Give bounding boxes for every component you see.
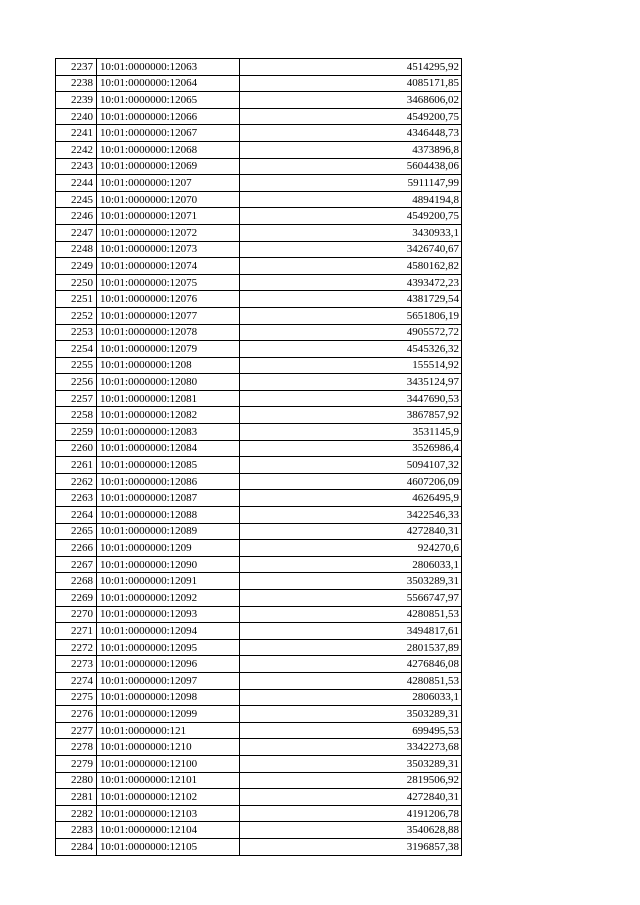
value-cell: 5604438,06 (240, 158, 462, 175)
cadastral-number-cell: 10:01:0000000:121 (97, 722, 240, 739)
row-number-cell: 2264 (56, 507, 97, 524)
row-number-cell: 2281 (56, 789, 97, 806)
value-cell: 4381729,54 (240, 291, 462, 308)
value-cell: 3426740,67 (240, 241, 462, 258)
row-number-cell: 2259 (56, 424, 97, 441)
table-row (56, 92, 462, 109)
value-cell: 3531145,9 (240, 424, 462, 441)
value-cell: 4280851,53 (240, 672, 462, 689)
table-row (56, 689, 462, 706)
row-number-cell: 2275 (56, 689, 97, 706)
table-row (56, 556, 462, 573)
table-row (56, 274, 462, 291)
cadastral-table (55, 58, 462, 856)
value-cell: 4545326,32 (240, 341, 462, 358)
table-row (56, 722, 462, 739)
row-number-cell: 2277 (56, 722, 97, 739)
value-cell: 3503289,31 (240, 706, 462, 723)
table-row (56, 424, 462, 441)
value-cell: 3435124,97 (240, 374, 462, 391)
row-number-cell: 2284 (56, 838, 97, 855)
cadastral-number-cell: 10:01:0000000:12082 (97, 407, 240, 424)
table-row (56, 158, 462, 175)
cadastral-number-cell: 10:01:0000000:12074 (97, 258, 240, 275)
cadastral-number-cell: 10:01:0000000:12087 (97, 490, 240, 507)
table-row (56, 457, 462, 474)
cadastral-number-cell: 10:01:0000000:12078 (97, 324, 240, 341)
row-number-cell: 2283 (56, 822, 97, 839)
table-row (56, 208, 462, 225)
value-cell: 5094107,32 (240, 457, 462, 474)
value-cell: 3196857,38 (240, 838, 462, 855)
row-number-cell: 2241 (56, 125, 97, 142)
value-cell: 2801537,89 (240, 639, 462, 656)
table-row (56, 623, 462, 640)
cadastral-number-cell: 10:01:0000000:12093 (97, 606, 240, 623)
value-cell: 155514,92 (240, 357, 462, 374)
cadastral-number-cell: 10:01:0000000:12100 (97, 755, 240, 772)
cadastral-number-cell: 10:01:0000000:12104 (97, 822, 240, 839)
table-row (56, 772, 462, 789)
cadastral-number-cell: 10:01:0000000:12070 (97, 191, 240, 208)
row-number-cell: 2278 (56, 739, 97, 756)
value-cell: 4280851,53 (240, 606, 462, 623)
table-row (56, 789, 462, 806)
cadastral-number-cell: 10:01:0000000:12085 (97, 457, 240, 474)
row-number-cell: 2257 (56, 390, 97, 407)
table-row (56, 739, 462, 756)
row-number-cell: 2245 (56, 191, 97, 208)
table-row (56, 656, 462, 673)
row-number-cell: 2237 (56, 59, 97, 76)
value-cell: 4346448,73 (240, 125, 462, 142)
cadastral-number-cell: 10:01:0000000:12092 (97, 590, 240, 607)
cadastral-number-cell: 10:01:0000000:12063 (97, 59, 240, 76)
value-cell: 4626495,9 (240, 490, 462, 507)
row-number-cell: 2242 (56, 141, 97, 158)
row-number-cell: 2276 (56, 706, 97, 723)
value-cell: 3430933,1 (240, 224, 462, 241)
cadastral-number-cell: 10:01:0000000:12095 (97, 639, 240, 656)
row-number-cell: 2254 (56, 341, 97, 358)
cadastral-number-cell: 10:01:0000000:12096 (97, 656, 240, 673)
value-cell: 5911147,99 (240, 175, 462, 192)
table-row (56, 175, 462, 192)
cadastral-number-cell: 10:01:0000000:12066 (97, 108, 240, 125)
table-row (56, 590, 462, 607)
cadastral-number-cell: 10:01:0000000:12065 (97, 92, 240, 109)
row-number-cell: 2280 (56, 772, 97, 789)
row-number-cell: 2253 (56, 324, 97, 341)
row-number-cell: 2246 (56, 208, 97, 225)
cadastral-number-cell: 10:01:0000000:12081 (97, 390, 240, 407)
table-row (56, 125, 462, 142)
cadastral-number-cell: 10:01:0000000:12098 (97, 689, 240, 706)
row-number-cell: 2267 (56, 556, 97, 573)
table-row (56, 75, 462, 92)
row-number-cell: 2250 (56, 274, 97, 291)
value-cell: 4276846,08 (240, 656, 462, 673)
cadastral-number-cell: 10:01:0000000:12073 (97, 241, 240, 258)
value-cell: 5566747,97 (240, 590, 462, 607)
value-cell: 4272840,31 (240, 789, 462, 806)
cadastral-number-cell: 10:01:0000000:12064 (97, 75, 240, 92)
table-row (56, 407, 462, 424)
document-page (55, 58, 462, 856)
row-number-cell: 2279 (56, 755, 97, 772)
table-row (56, 341, 462, 358)
row-number-cell: 2260 (56, 440, 97, 457)
cadastral-number-cell: 10:01:0000000:12090 (97, 556, 240, 573)
value-cell: 4191206,78 (240, 805, 462, 822)
table-row (56, 540, 462, 557)
row-number-cell: 2238 (56, 75, 97, 92)
value-cell: 3447690,53 (240, 390, 462, 407)
value-cell: 4894194,8 (240, 191, 462, 208)
row-number-cell: 2244 (56, 175, 97, 192)
cadastral-number-cell: 10:01:0000000:1207 (97, 175, 240, 192)
value-cell: 3503289,31 (240, 573, 462, 590)
row-number-cell: 2272 (56, 639, 97, 656)
table-row (56, 606, 462, 623)
table-row (56, 639, 462, 656)
value-cell: 3540628,88 (240, 822, 462, 839)
row-number-cell: 2251 (56, 291, 97, 308)
row-number-cell: 2252 (56, 307, 97, 324)
cadastral-number-cell: 10:01:0000000:12080 (97, 374, 240, 391)
table-row (56, 357, 462, 374)
table-row (56, 805, 462, 822)
table-row (56, 755, 462, 772)
table-row (56, 307, 462, 324)
table-row (56, 191, 462, 208)
table-row (56, 507, 462, 524)
row-number-cell: 2282 (56, 805, 97, 822)
table-row (56, 706, 462, 723)
value-cell: 3503289,31 (240, 755, 462, 772)
row-number-cell: 2239 (56, 92, 97, 109)
cadastral-number-cell: 10:01:0000000:12099 (97, 706, 240, 723)
row-number-cell: 2266 (56, 540, 97, 557)
row-number-cell: 2270 (56, 606, 97, 623)
cadastral-number-cell: 10:01:0000000:12069 (97, 158, 240, 175)
row-number-cell: 2255 (56, 357, 97, 374)
value-cell: 4549200,75 (240, 108, 462, 125)
row-number-cell: 2258 (56, 407, 97, 424)
cadastral-number-cell: 10:01:0000000:12091 (97, 573, 240, 590)
row-number-cell: 2240 (56, 108, 97, 125)
table-row (56, 838, 462, 855)
value-cell: 4393472,23 (240, 274, 462, 291)
row-number-cell: 2243 (56, 158, 97, 175)
table-row (56, 822, 462, 839)
value-cell: 4373896,8 (240, 141, 462, 158)
value-cell: 4085171,85 (240, 75, 462, 92)
table-row (56, 490, 462, 507)
cadastral-number-cell: 10:01:0000000:1210 (97, 739, 240, 756)
row-number-cell: 2256 (56, 374, 97, 391)
cadastral-number-cell: 10:01:0000000:12068 (97, 141, 240, 158)
value-cell: 4272840,31 (240, 523, 462, 540)
table-row (56, 672, 462, 689)
table-row (56, 573, 462, 590)
cadastral-number-cell: 10:01:0000000:12103 (97, 805, 240, 822)
cadastral-number-cell: 10:01:0000000:12088 (97, 507, 240, 524)
cadastral-number-cell: 10:01:0000000:12105 (97, 838, 240, 855)
cadastral-number-cell: 10:01:0000000:12072 (97, 224, 240, 241)
value-cell: 4514295,92 (240, 59, 462, 76)
cadastral-number-cell: 10:01:0000000:12077 (97, 307, 240, 324)
table-row (56, 224, 462, 241)
row-number-cell: 2249 (56, 258, 97, 275)
table-row (56, 108, 462, 125)
cadastral-number-cell: 10:01:0000000:1209 (97, 540, 240, 557)
cadastral-number-cell: 10:01:0000000:12075 (97, 274, 240, 291)
value-cell: 3468606,02 (240, 92, 462, 109)
value-cell: 3867857,92 (240, 407, 462, 424)
value-cell: 2819506,92 (240, 772, 462, 789)
table-row (56, 59, 462, 76)
value-cell: 699495,53 (240, 722, 462, 739)
value-cell: 3526986,4 (240, 440, 462, 457)
table-row (56, 291, 462, 308)
cadastral-number-cell: 10:01:0000000:12076 (97, 291, 240, 308)
cadastral-number-cell: 10:01:0000000:12102 (97, 789, 240, 806)
value-cell: 924270,6 (240, 540, 462, 557)
cadastral-number-cell: 10:01:0000000:12086 (97, 473, 240, 490)
row-number-cell: 2269 (56, 590, 97, 607)
table-row (56, 374, 462, 391)
cadastral-number-cell: 10:01:0000000:12067 (97, 125, 240, 142)
table-row (56, 473, 462, 490)
row-number-cell: 2247 (56, 224, 97, 241)
value-cell: 4905572,72 (240, 324, 462, 341)
table-row (56, 141, 462, 158)
value-cell: 4549200,75 (240, 208, 462, 225)
value-cell: 3494817,61 (240, 623, 462, 640)
row-number-cell: 2265 (56, 523, 97, 540)
cadastral-number-cell: 10:01:0000000:12083 (97, 424, 240, 441)
table-row (56, 324, 462, 341)
row-number-cell: 2261 (56, 457, 97, 474)
value-cell: 3342273,68 (240, 739, 462, 756)
row-number-cell: 2268 (56, 573, 97, 590)
table-row (56, 390, 462, 407)
cadastral-number-cell: 10:01:0000000:12089 (97, 523, 240, 540)
table-row (56, 241, 462, 258)
value-cell: 4580162,82 (240, 258, 462, 275)
row-number-cell: 2271 (56, 623, 97, 640)
cadastral-number-cell: 10:01:0000000:12101 (97, 772, 240, 789)
value-cell: 2806033,1 (240, 556, 462, 573)
cadastral-number-cell: 10:01:0000000:12084 (97, 440, 240, 457)
value-cell: 3422546,33 (240, 507, 462, 524)
row-number-cell: 2262 (56, 473, 97, 490)
table-row (56, 523, 462, 540)
table-row (56, 440, 462, 457)
value-cell: 4607206,09 (240, 473, 462, 490)
cadastral-number-cell: 10:01:0000000:12079 (97, 341, 240, 358)
cadastral-number-cell: 10:01:0000000:1208 (97, 357, 240, 374)
row-number-cell: 2273 (56, 656, 97, 673)
cadastral-number-cell: 10:01:0000000:12097 (97, 672, 240, 689)
row-number-cell: 2248 (56, 241, 97, 258)
cadastral-number-cell: 10:01:0000000:12071 (97, 208, 240, 225)
table-row (56, 258, 462, 275)
value-cell: 2806033,1 (240, 689, 462, 706)
row-number-cell: 2274 (56, 672, 97, 689)
row-number-cell: 2263 (56, 490, 97, 507)
value-cell: 5651806,19 (240, 307, 462, 324)
cadastral-number-cell: 10:01:0000000:12094 (97, 623, 240, 640)
